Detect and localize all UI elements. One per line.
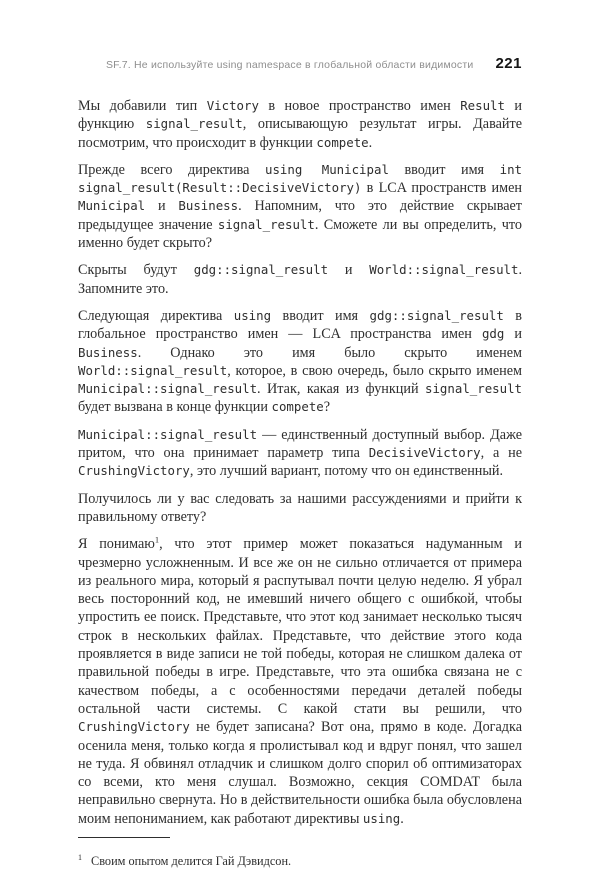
text-run: Прежде всего директива	[78, 161, 266, 178]
text-run: , описывающую результат игры. Давайте посмотрим, что происходит в функции	[78, 116, 522, 151]
text-run: Я понимаю	[78, 536, 155, 553]
footnote-rule	[78, 837, 170, 838]
paragraph-6	[78, 490, 522, 527]
text-run: — единственный доступный выбор. Даже притом, что она принимает параметр типа	[78, 426, 522, 462]
text-run: в новое пространство имен	[258, 98, 461, 114]
inline-code: signal_result	[217, 216, 315, 232]
text-run: ?	[323, 399, 331, 416]
inline-code: using	[362, 810, 401, 826]
text-run: и	[328, 262, 370, 279]
inline-code: Municipal::signal_result	[78, 381, 258, 397]
text-run: . Запомните это.	[78, 262, 523, 297]
text-run: . Однако это имя было скрыто именем	[137, 344, 522, 361]
text-run: не будет записана? Вот она, прямо в коде. Догадка осенила меня, только когда я пролистывал код и вдруг понял, что зашел не туда. Я обвинял отладчик и слишком долго спорил об оптимизаторах со всеми, кто меня слушал. Возможно, секция COMDAT была неправильно свернута. Но в действительности ошибка была обусловлена моим непониманием, как работают директивы	[78, 719, 522, 827]
inline-code: using	[233, 307, 272, 323]
page-number: 221	[495, 55, 522, 72]
inline-code: int signal_result(Result::DecisiveVictory)	[78, 161, 522, 196]
footnote-marker: 1	[78, 853, 82, 863]
text-run: Скрыты будут	[78, 262, 194, 279]
inline-code: Municipal::signal_result	[78, 426, 258, 442]
text-run: .	[400, 810, 404, 827]
text-run: Получилось ли у вас следовать за нашими рассуждениями и прийти к правильному ответу?	[78, 490, 522, 525]
paragraph-3	[78, 261, 522, 298]
paragraph-1	[78, 97, 522, 152]
running-header	[78, 55, 522, 72]
footnote-area	[78, 837, 522, 869]
text-run: в LCA пространств имен	[361, 180, 522, 197]
inline-code: signal_result	[145, 116, 243, 132]
inline-code: Municipal	[78, 198, 146, 214]
text-run: будет вызвана в конце функции	[78, 399, 272, 416]
text-run: в глобальное пространство имен — LCA пространства имен	[78, 307, 522, 343]
paragraph-7	[78, 535, 522, 828]
inline-code: signal_result	[425, 381, 522, 397]
paragraph-2	[78, 161, 522, 252]
inline-code: gdg::signal_result	[193, 262, 329, 278]
inline-code: using Municipal	[265, 161, 389, 177]
text-run: .	[368, 134, 373, 151]
paragraph-5	[78, 426, 522, 481]
inline-code: compete	[316, 134, 369, 150]
text-run: вводит имя	[388, 161, 500, 178]
page-body	[78, 97, 522, 828]
inline-code: Business	[178, 198, 239, 214]
inline-code: Victory	[206, 98, 259, 113]
text-run: и	[504, 326, 522, 343]
inline-code: CrushingVictory	[78, 463, 190, 479]
inline-code: compete	[271, 399, 324, 415]
text-run: Мы добавили тип	[78, 98, 207, 114]
inline-code: gdg	[481, 326, 505, 342]
footnote-reference: 1	[154, 534, 160, 545]
footnote	[78, 850, 522, 869]
text-run: , которое, в свою очередь, было скрыто именем	[227, 362, 522, 379]
inline-code: Business	[78, 344, 138, 360]
text-run: , что этот пример может показаться надуманным и чрезмерно усложненным. И все же он не сильно отличается от примера из реального мира, который я распутывал почти целую неделю. Я убрал весь посторонний код, не имевший ничего общего с ошибкой, чтобы упростить ее поиск. Представьте, что этот код занимает несколько тысяч строк в нескольких файлах. Представьте, что действие этого кода проявляется в виде записи не той победы, которая не слишком далека от правильной победы в игре. Представьте, что эта ошибка связана не с качеством победы, а с особенностями передачи деталей победы остальной части системы. С какой стати вы решили, что	[78, 536, 522, 717]
inline-code: gdg::signal_result	[369, 307, 504, 323]
inline-code: World::signal_result	[369, 262, 519, 278]
footnote-text: Своим опытом делится Гай Дэвидсон.	[91, 854, 292, 869]
text-run: , а не	[480, 445, 523, 462]
text-run: и функцию	[78, 98, 523, 133]
text-run: . Сможете ли вы определить, что именно будет скрыто?	[78, 216, 523, 252]
paragraph-4	[78, 307, 522, 417]
text-run: вводит имя	[271, 307, 370, 324]
inline-code: World::signal_result	[78, 362, 228, 378]
text-run: . Напомним, что это действие скрывает предыдущее значение	[78, 198, 523, 233]
running-header-title: SF.7. Не используйте using namespace в глобальной области видимости	[105, 59, 474, 71]
inline-code: CrushingVictory	[78, 719, 190, 735]
text-run: , это лучший вариант, потому что он единственный.	[189, 463, 504, 480]
inline-code: Result	[460, 98, 505, 113]
text-run: и	[145, 198, 179, 215]
text-run: Следующая директива	[78, 307, 234, 324]
text-run: . Итак, какая из функций	[257, 381, 426, 398]
inline-code: DecisiveVictory	[368, 445, 481, 461]
